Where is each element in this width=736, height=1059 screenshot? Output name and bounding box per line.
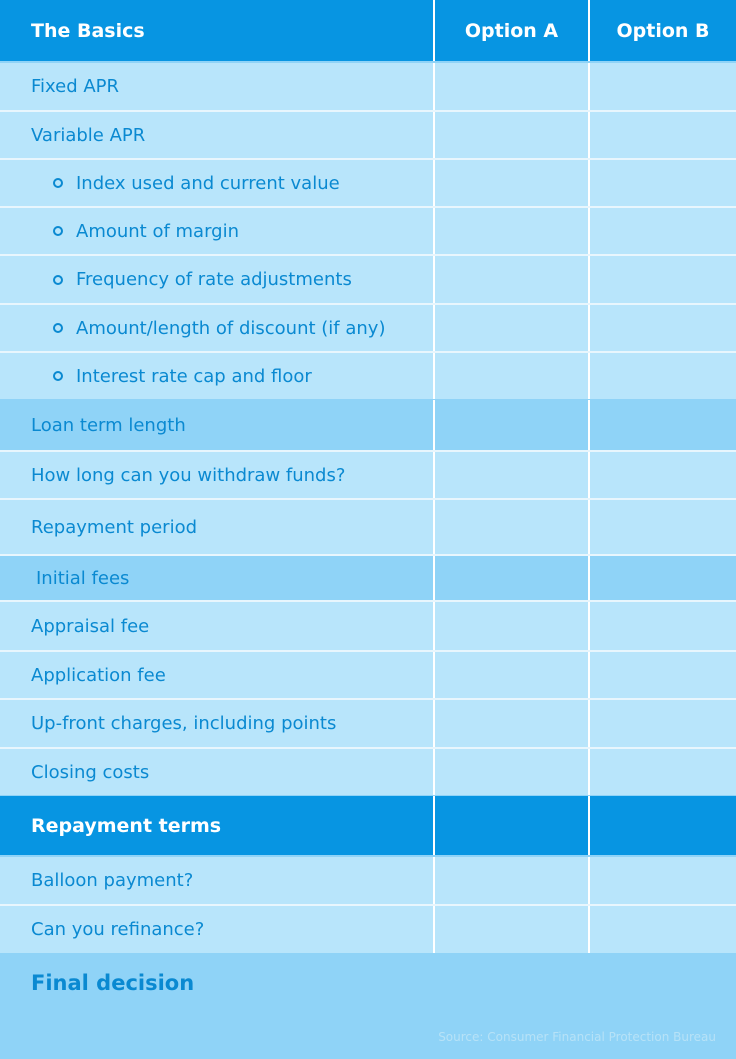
table-row bbox=[0, 208, 736, 254]
option-b-cell bbox=[588, 796, 736, 855]
table-row bbox=[0, 160, 736, 206]
option-a-cell bbox=[433, 652, 588, 698]
option-b-cell bbox=[588, 63, 736, 110]
table-row bbox=[0, 857, 736, 904]
row-label-text: Amount/length of discount (if any) bbox=[76, 317, 386, 339]
option-a-header: Option A bbox=[433, 0, 588, 61]
option-b-cell bbox=[588, 500, 736, 554]
option-a-cell bbox=[433, 749, 588, 795]
row-label-balloon-payment: Balloon payment? bbox=[31, 870, 194, 891]
table-row bbox=[0, 63, 736, 110]
row-label-application-fee: Application fee bbox=[31, 664, 166, 686]
option-a-cell bbox=[433, 112, 588, 158]
option-b-cell bbox=[588, 749, 736, 795]
final-decision-title: Final decision bbox=[31, 971, 195, 995]
option-a-cell bbox=[433, 353, 588, 399]
table-row bbox=[0, 652, 736, 698]
row-label-repayment-period: Repayment period bbox=[31, 516, 198, 538]
row-label-discount bbox=[0, 305, 433, 351]
option-b-header: Option B bbox=[588, 0, 736, 61]
row-label-margin bbox=[0, 208, 433, 254]
option-a-cell bbox=[433, 500, 588, 554]
table-row bbox=[0, 353, 736, 399]
row-label-refinance: Can you refinance? bbox=[31, 919, 205, 940]
table-row bbox=[0, 400, 736, 450]
row-label-appraisal-fee: Appraisal fee bbox=[31, 615, 150, 637]
option-b-cell bbox=[588, 556, 736, 600]
option-a-cell bbox=[433, 796, 588, 855]
option-a-cell bbox=[433, 400, 588, 450]
option-a-cell bbox=[433, 208, 588, 254]
option-b-cell bbox=[588, 857, 736, 904]
option-a-cell bbox=[433, 305, 588, 351]
option-b-cell bbox=[588, 906, 736, 953]
table-row bbox=[0, 305, 736, 351]
bullet-circle-icon bbox=[53, 226, 63, 236]
table-row bbox=[0, 556, 736, 600]
repayment-terms-label: Repayment terms bbox=[31, 814, 222, 837]
option-a-cell bbox=[433, 160, 588, 206]
row-label-up-front-charges: Up-front charges, including points bbox=[31, 713, 337, 734]
table-row bbox=[0, 112, 736, 158]
table-row bbox=[0, 906, 736, 953]
option-a-cell bbox=[433, 857, 588, 904]
option-b-cell bbox=[588, 602, 736, 650]
option-b-cell bbox=[588, 452, 736, 498]
option-a-cell bbox=[433, 256, 588, 303]
option-a-cell bbox=[433, 602, 588, 650]
row-label-withdraw: How long can you withdraw funds? bbox=[31, 464, 346, 486]
option-a-cell bbox=[433, 906, 588, 953]
repayment-terms-header bbox=[0, 796, 736, 855]
row-label-frequency bbox=[0, 256, 433, 303]
table-row bbox=[0, 452, 736, 498]
bullet-circle-icon bbox=[53, 323, 63, 333]
bullet-circle-icon bbox=[53, 371, 63, 381]
option-a-cell bbox=[433, 556, 588, 600]
option-b-cell bbox=[588, 400, 736, 450]
row-label-fixed-apr: Fixed APR bbox=[31, 76, 120, 97]
row-label-index bbox=[0, 160, 433, 206]
option-b-cell bbox=[588, 112, 736, 158]
table-row bbox=[0, 256, 736, 303]
row-label-text: Amount of margin bbox=[76, 220, 240, 242]
row-label-loan-term: Loan term length bbox=[31, 414, 186, 436]
table-row bbox=[0, 749, 736, 795]
option-b-cell bbox=[588, 256, 736, 303]
row-label-initial-fees: Initial fees bbox=[36, 567, 130, 589]
option-b-cell bbox=[588, 208, 736, 254]
source-credit: Source: Consumer Financial Protection Bureau bbox=[438, 1030, 716, 1044]
table-header bbox=[0, 0, 736, 61]
table-row bbox=[0, 700, 736, 747]
row-label-rate-cap bbox=[0, 353, 433, 399]
option-b-cell bbox=[588, 353, 736, 399]
bullet-circle-icon bbox=[53, 275, 63, 285]
option-b-cell bbox=[588, 652, 736, 698]
row-label-closing-costs: Closing costs bbox=[31, 761, 150, 783]
option-b-cell bbox=[588, 305, 736, 351]
table-row bbox=[0, 500, 736, 554]
row-label-text: Interest rate cap and floor bbox=[76, 365, 312, 387]
option-b-cell bbox=[588, 700, 736, 747]
bullet-circle-icon bbox=[53, 178, 63, 188]
option-b-cell bbox=[588, 160, 736, 206]
basics-header: The Basics bbox=[31, 19, 145, 42]
option-a-cell bbox=[433, 700, 588, 747]
row-label-text: Frequency of rate adjustments bbox=[76, 269, 352, 290]
option-a-cell bbox=[433, 63, 588, 110]
table-row bbox=[0, 602, 736, 650]
row-label-text: Index used and current value bbox=[76, 172, 340, 194]
option-a-cell bbox=[433, 452, 588, 498]
row-label-variable-apr: Variable APR bbox=[31, 124, 146, 146]
